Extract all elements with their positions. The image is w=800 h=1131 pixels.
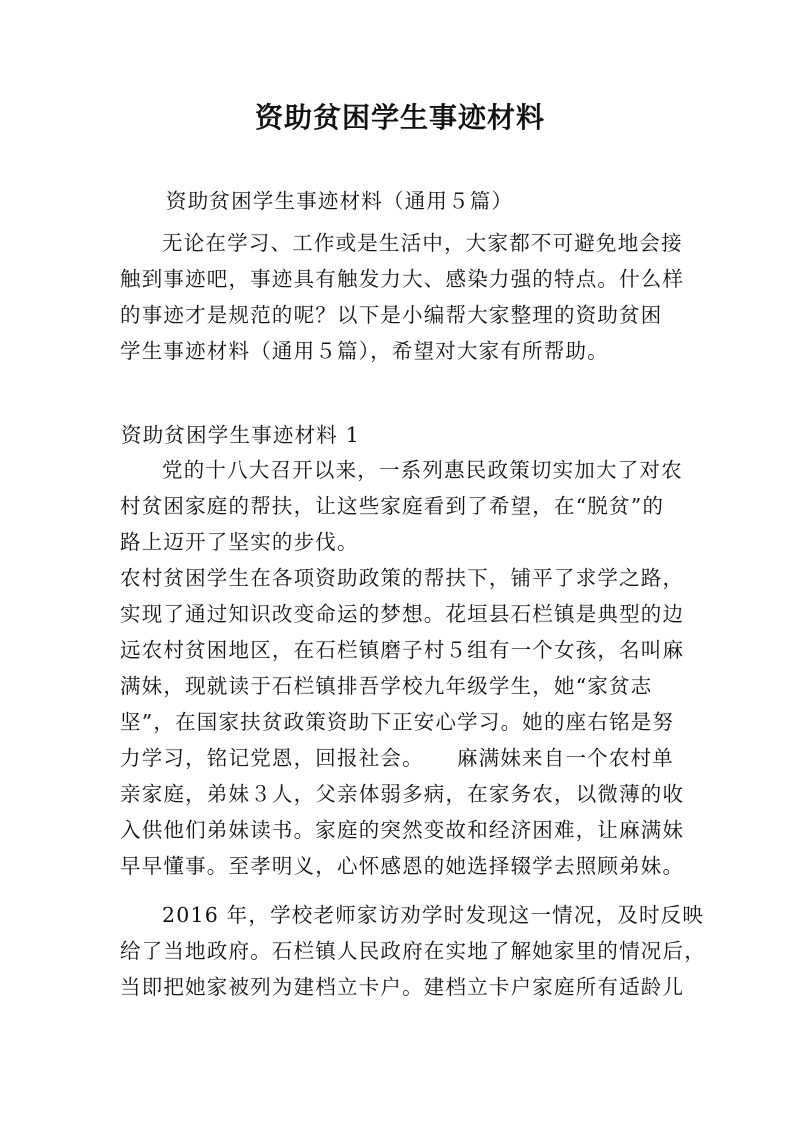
paragraph-line: 党的十八大召开以来，一系列惠民政策切实加大了对农	[162, 458, 683, 482]
paragraph-line: 2016 年，学校老师家访劝学时发现这一情况，及时反映	[162, 903, 705, 927]
paragraph-line: 当即把她家被列为建档立卡户。建档立卡户家庭所有适龄儿	[120, 975, 685, 999]
section-heading: 资助贫困学生事迹材料 1	[121, 423, 360, 447]
paragraph-line: 力学习，铭记党恩，回报社会。 麻满妹来自一个农村单	[120, 746, 674, 770]
paragraph-line: 实现了通过知识改变命运的梦想。花垣县石栏镇是典型的边	[120, 602, 685, 626]
paragraph-line: 路上迈开了坚实的步伐。	[120, 530, 359, 554]
paragraph-line: 入供他们弟妹读书。家庭的突然变故和经济困难，让麻满妹	[120, 818, 685, 842]
paragraph-line: 早早懂事。至孝明义，心怀感恩的她选择辍学去照顾弟妹。	[120, 854, 685, 878]
paragraph-line: 触到事迹吧，事迹具有触发力大、感染力强的特点。什么样	[120, 267, 685, 291]
paragraph-line: 无论在学习、工作或是生活中，大家都不可避免地会接	[162, 231, 683, 255]
paragraph-line: 亲家庭，弟妹３人，父亲体弱多病，在家务农，以微薄的收	[120, 782, 685, 806]
paragraph-line: 的事迹才是规范的呢？以下是小编帮大家整理的资助贫困	[120, 303, 663, 327]
paragraph-line: 村贫困家庭的帮扶，让这些家庭看到了希望，在“脱贫”的	[120, 494, 665, 518]
document-title: 资助贫困学生事迹材料	[254, 101, 545, 134]
subtitle-line: 资助贫困学生事迹材料（通用５篇）	[166, 189, 514, 213]
paragraph-line: 给了当地政府。石栏镇人民政府在实地了解她家里的情况后，	[120, 939, 706, 963]
paragraph-line: 农村贫困学生在各项资助政策的帮扶下，铺平了求学之路，	[120, 566, 685, 590]
paragraph-line: 学生事迹材料（通用５篇），希望对大家有所帮助。	[120, 339, 609, 363]
paragraph-line: 远农村贫困地区，在石栏镇磨子村５组有一个女孩，名叫麻	[120, 638, 685, 662]
paragraph-line: 坚”，在国家扶贫政策资助下正安心学习。她的座右铭是努	[120, 710, 675, 734]
paragraph-line: 满妹，现就读于石栏镇排吾学校九年级学生，她“家贫志	[120, 674, 653, 698]
